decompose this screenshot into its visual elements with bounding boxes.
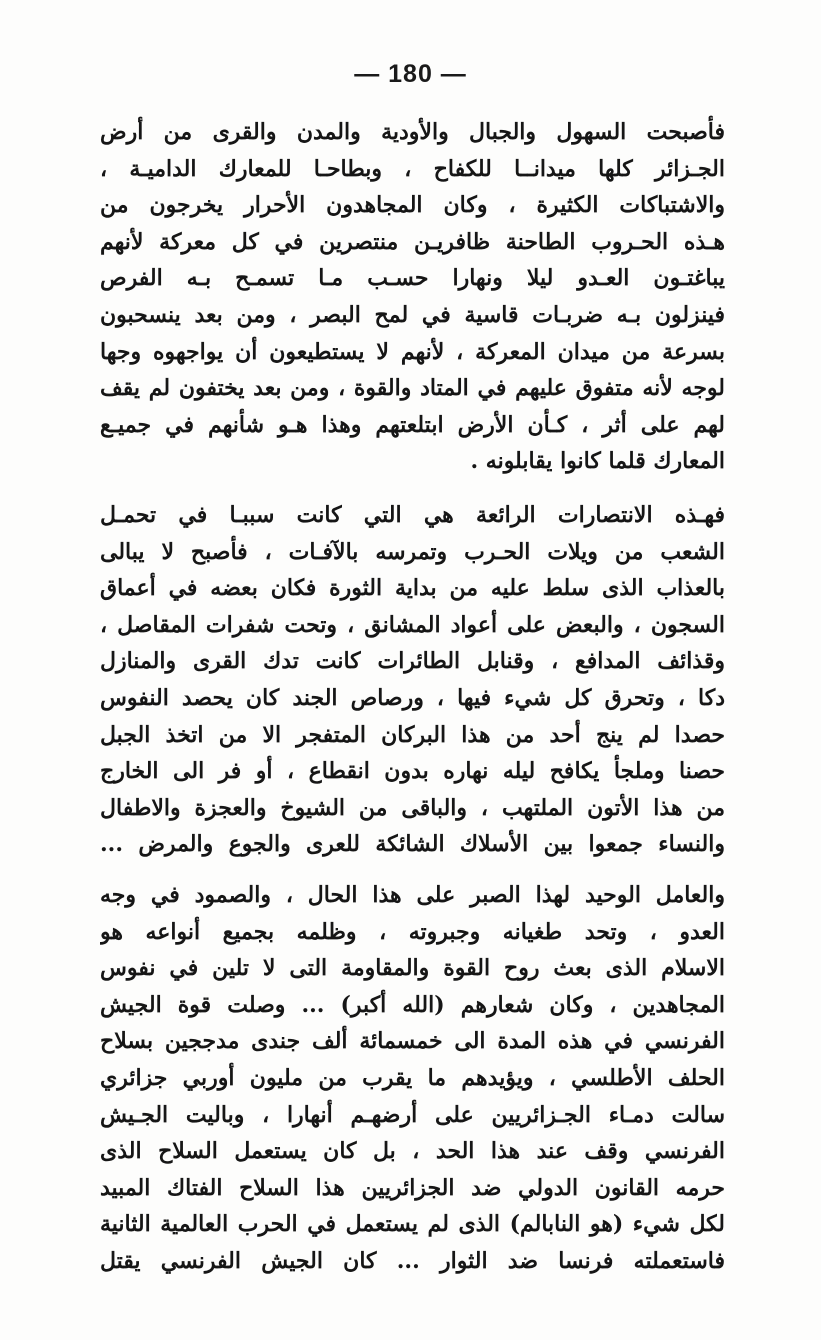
text-line: دكا ، وتحرق كل شيء فيها ، ورصاص الجند كان يحصد النفوس xyxy=(100,684,725,711)
text-line: الفرنسي في هذه المدة الى خمسمائة ألف جندى مدججين بسلاح xyxy=(100,1028,725,1055)
text-line: السجون ، والبعض على أعواد المشانق ، وتحت شفرات المقاصل ، xyxy=(100,611,725,638)
paragraph-1 xyxy=(100,114,725,480)
text-line: حرمه القانون الدولي ضد الجزائريين هذا السلاح الفتاك المبيد xyxy=(100,1174,725,1201)
text-line: لكل شيء (هو النابالم) الذى لم يستعمل في الحرب العالمية الثانية xyxy=(100,1211,725,1238)
text-line: يباغتـون العـدو ليلا ونهارا حسـب مـا تسمـح بـه الفرص xyxy=(100,265,725,292)
text-line: من هذا الأتون الملتهب ، والباقى من الشيوخ والعجزة والاطفال xyxy=(100,794,725,821)
text-line: الشعب من ويلات الحـرب وتمرسه بالآفـات ، فأصبح لا يبالى xyxy=(100,538,725,565)
text-line: هـذه الحـروب الطاحنة ظافريـن منتصرين في كل معركة لأنهم xyxy=(100,228,725,255)
text-line: الجـزائر كلها ميدانــا للكفاح ، وبطاحـا للمعارك الداميـة ، xyxy=(100,155,725,182)
text-line: الاسلام الذى بعث روح القوة والمقاومة التى لا تلين في نفوس xyxy=(100,955,725,982)
text-line: بسرعة من ميدان المعركة ، لأنهم لا يستطيعون أن يواجهوه وجها xyxy=(100,338,725,365)
text-line: العدو ، وتحد طغيانه وجبروته ، وظلمه بجميع أنواعه هو xyxy=(100,918,725,945)
text-line: لوجه لأنه متفوق عليهم في المتاد والقوة ، ومن بعد يختفون لم يقف xyxy=(100,375,725,402)
text-line: فينزلون بـه ضربـات قاسية في لمح البصر ، ومن بعد ينسحبون xyxy=(100,301,725,328)
text-line: والعامل الوحيد لهذا الصبر على هذا الحال ، والصمود في وجه xyxy=(100,882,725,908)
text-line: حصنا وملجأ يكافح ليله نهاره بدون انقطاع ، أو فر الى الخارج xyxy=(100,758,725,785)
text-line: الفرنسي وقف عند هذا الحد ، بل كان يستعمل السلاح الذى xyxy=(100,1138,725,1165)
text-line: الحلف الأطلسي ، ويؤيدهم ما يقرب من مليون أوربي جزائري xyxy=(100,1064,725,1091)
text-line: المعارك قلما كانوا يقابلونه . xyxy=(470,448,725,475)
text-line: والنساء جمعوا بين الأسلاك الشائكة للعرى والجوع والمرض ... xyxy=(100,831,725,858)
text-line: سالت دمـاء الجـزائريين على أرضهـم أنهارا ، وباليت الجـيش xyxy=(100,1101,725,1128)
text-line: والاشتباكات الكثيرة ، وكان المجاهدون الأحرار يخرجون من xyxy=(100,192,725,219)
text-line: وقذائف المدافع ، وقنابل الطائرات كانت تدك القرى والمنازل xyxy=(100,648,725,675)
text-line: بالعذاب الذى سلط عليه من بداية الثورة فكان بعضه في أعماق xyxy=(100,575,725,602)
text-line: المجاهدين ، وكان شعارهم (الله أكبر) ... وصلت قوة الجيش xyxy=(100,991,725,1018)
text-line: فاستعملته فرنسا ضد الثوار ... كان الجيش الفرنسي يقتل xyxy=(100,1247,725,1274)
text-line: فأصبحت السهول والجبال والأودية والمدن والقرى من أرض xyxy=(100,119,725,145)
page-number: — 180 — xyxy=(354,60,467,88)
text-line: فهـذه الانتصارات الرائعة هي التي كانت سببـا في تحمـل xyxy=(100,502,725,528)
paragraph-2 xyxy=(100,497,725,863)
text-line: حصدا لم ينج أحد من هذا البركان المتفجر الا من اتخذ الجبل xyxy=(100,721,725,748)
paragraph-3 xyxy=(100,877,725,1280)
text-line: لهم على أثر ، كـأن الأرض ابتلعتهم وهذا هـو شأنهم في جميـع xyxy=(100,411,725,438)
